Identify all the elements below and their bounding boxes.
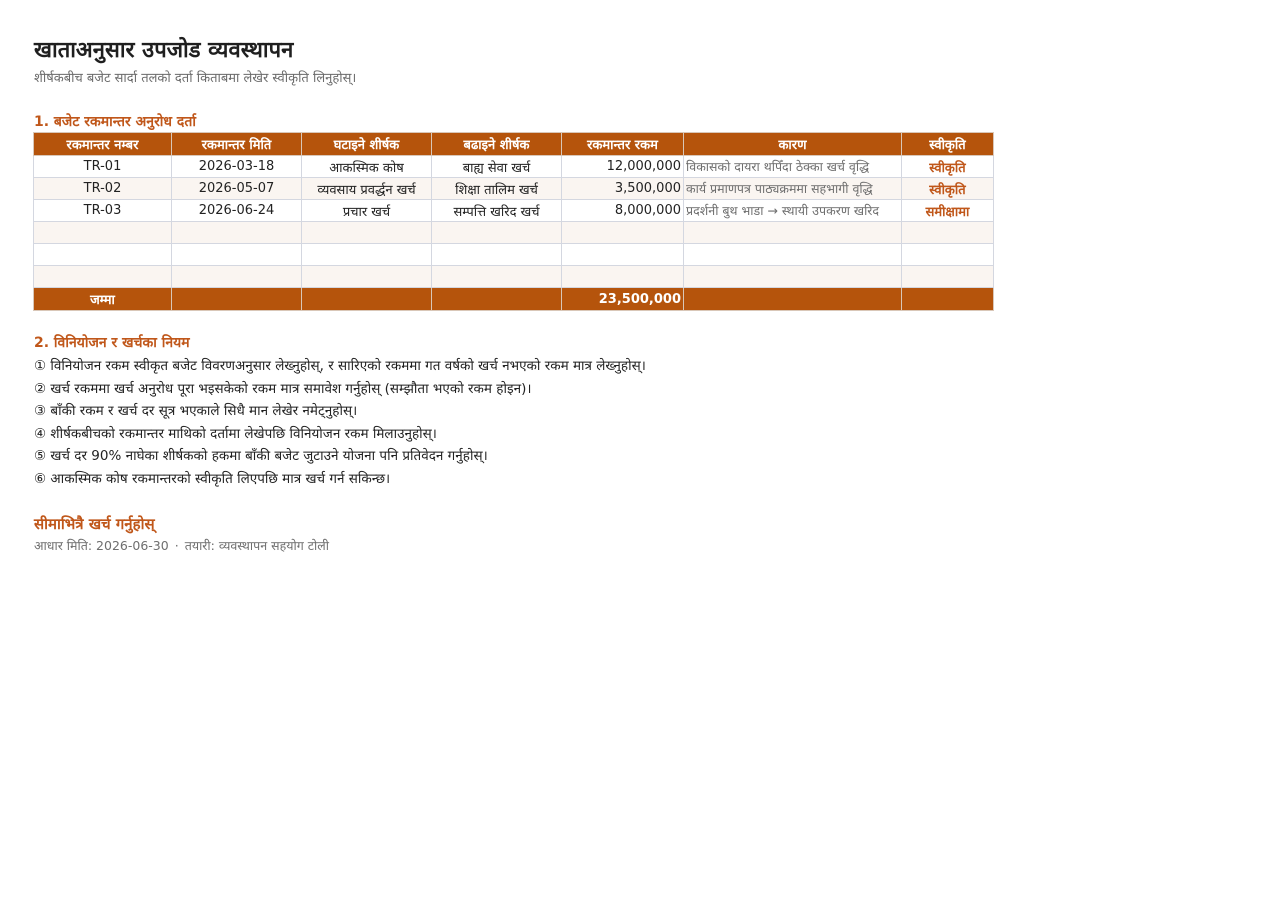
cell-increase-head: शिक्षा तालिम खर्च	[432, 178, 562, 200]
footer-base-date: आधार मिति: 2026-06-30	[34, 537, 169, 553]
cell-reason: कार्य प्रमाणपत्र पाठ्यक्रममा सहभागी वृद्धि	[684, 178, 902, 200]
empty-table-row	[34, 244, 994, 266]
total-amount: 23,500,000	[562, 288, 684, 311]
table-row	[34, 178, 994, 200]
rules-list	[34, 355, 1272, 491]
empty-cell	[902, 266, 994, 288]
empty-cell	[302, 244, 432, 266]
rule-item: ⑤ खर्च दर 90% नाघेका शीर्षकको हकमा बाँकी बजेट जुटाउने योजना पनि प्रतिवेदन गर्नुहोस्।	[34, 448, 488, 465]
cell-increase-head: बाह्य सेवा खर्च	[432, 156, 562, 178]
cell-transfer-number: TR-01	[34, 156, 172, 178]
empty-table-row	[34, 266, 994, 288]
empty-cell	[562, 266, 684, 288]
total-cell-empty	[172, 288, 302, 311]
empty-cell	[432, 266, 562, 288]
cell-transfer-amount: 8,000,000	[562, 200, 684, 222]
closing-message: सीमाभित्रै खर्च गर्नुहोस्	[34, 514, 155, 533]
column-header: रकमान्तर मिति	[172, 133, 302, 156]
empty-cell	[684, 244, 902, 266]
empty-cell	[34, 266, 172, 288]
total-cell-empty	[432, 288, 562, 311]
cell-reason: प्रदर्शनी बुथ भाडा → स्थायी उपकरण खरिद	[684, 200, 902, 222]
rule-item: ⑥ आकस्मिक कोष रकमान्तरको स्वीकृति लिएपछि मात्र खर्च गर्न सकिन्छ।	[34, 470, 391, 487]
table-row	[34, 200, 994, 222]
section-title-transfer-register: 1. बजेट रकमान्तर अनुरोध दर्ता	[34, 114, 196, 130]
total-row	[34, 288, 994, 311]
cell-transfer-date: 2026-05-07	[172, 178, 302, 200]
empty-cell	[172, 244, 302, 266]
empty-cell	[34, 222, 172, 244]
page-title: खाताअनुसार उपजोड व्यवस्थापन	[34, 38, 294, 63]
cell-transfer-number: TR-02	[34, 178, 172, 200]
empty-cell	[432, 244, 562, 266]
rule-item: ④ शीर्षकबीचको रकमान्तर माथिको दर्तामा लेखेपछि विनियोजन रकम मिलाउनुहोस्।	[34, 425, 437, 442]
cell-transfer-number: TR-03	[34, 200, 172, 222]
cell-transfer-amount: 3,500,000	[562, 178, 684, 200]
empty-cell	[902, 222, 994, 244]
empty-cell	[902, 244, 994, 266]
empty-cell	[172, 266, 302, 288]
total-cell-empty	[302, 288, 432, 311]
empty-cell	[302, 266, 432, 288]
cell-increase-head: सम्पत्ति खरिद खर्च	[432, 200, 562, 222]
cell-approval-status: स्वीकृति	[902, 156, 994, 178]
total-cell-empty	[684, 288, 902, 311]
column-header: रकमान्तर रकम	[562, 133, 684, 156]
empty-cell	[562, 222, 684, 244]
total-label: जम्मा	[34, 288, 172, 311]
empty-cell	[302, 222, 432, 244]
cell-approval-status: स्वीकृति	[902, 178, 994, 200]
column-header: रकमान्तर नम्बर	[34, 133, 172, 156]
column-header: स्वीकृति	[902, 133, 994, 156]
empty-cell	[432, 222, 562, 244]
cell-decrease-head: व्यवसाय प्रवर्द्धन खर्च	[302, 178, 432, 200]
cell-transfer-amount: 12,000,000	[562, 156, 684, 178]
page-subtitle: शीर्षकबीच बजेट सार्दा तलको दर्ता किताबमा लेखेर स्वीकृति लिनुहोस्।	[34, 71, 357, 86]
section-title-rules: 2. विनियोजन र खर्चका नियम	[34, 335, 190, 351]
column-header: घटाइने शीर्षक	[302, 133, 432, 156]
footer-separator: ·	[174, 537, 179, 553]
cell-reason: विकासको दायरा थपिँदा ठेक्का खर्च वृद्धि	[684, 156, 902, 178]
empty-cell	[172, 222, 302, 244]
column-header: बढाइने शीर्षक	[432, 133, 562, 156]
total-cell-empty	[902, 288, 994, 311]
table-body	[34, 156, 994, 311]
footer-prepared-by: तयारी: व्यवस्थापन सहयोग टोली	[184, 537, 329, 553]
table-header-row	[34, 133, 994, 156]
empty-cell	[684, 266, 902, 288]
empty-cell	[562, 244, 684, 266]
empty-cell	[684, 222, 902, 244]
table-row	[34, 156, 994, 178]
column-header: कारण	[684, 133, 902, 156]
rule-item: ① विनियोजन रकम स्वीकृत बजेट विवरणअनुसार लेख्नुहोस्, र सारिएको रकममा गत वर्षको खर्च नभएको रकम मात्र लेख्नुहोस्।	[34, 358, 646, 374]
rule-item: ③ बाँकी रकम र खर्च दर सूत्र भएकाले सिधै मान लेखेर नमेट्नुहोस्।	[34, 403, 358, 420]
cell-decrease-head: आकस्मिक कोष	[302, 156, 432, 178]
footer	[34, 537, 1272, 555]
transfer-register-table	[33, 132, 994, 311]
cell-transfer-date: 2026-06-24	[172, 200, 302, 222]
empty-cell	[34, 244, 172, 266]
cell-approval-status: समीक्षामा	[902, 200, 994, 222]
empty-table-row	[34, 222, 994, 244]
cell-decrease-head: प्रचार खर्च	[302, 200, 432, 222]
rule-item: ② खर्च रकममा खर्च अनुरोध पूरा भइसकेको रकम मात्र समावेश गर्नुहोस् (सम्झौता भएको रकम होइन)।	[34, 380, 532, 397]
cell-transfer-date: 2026-03-18	[172, 156, 302, 178]
